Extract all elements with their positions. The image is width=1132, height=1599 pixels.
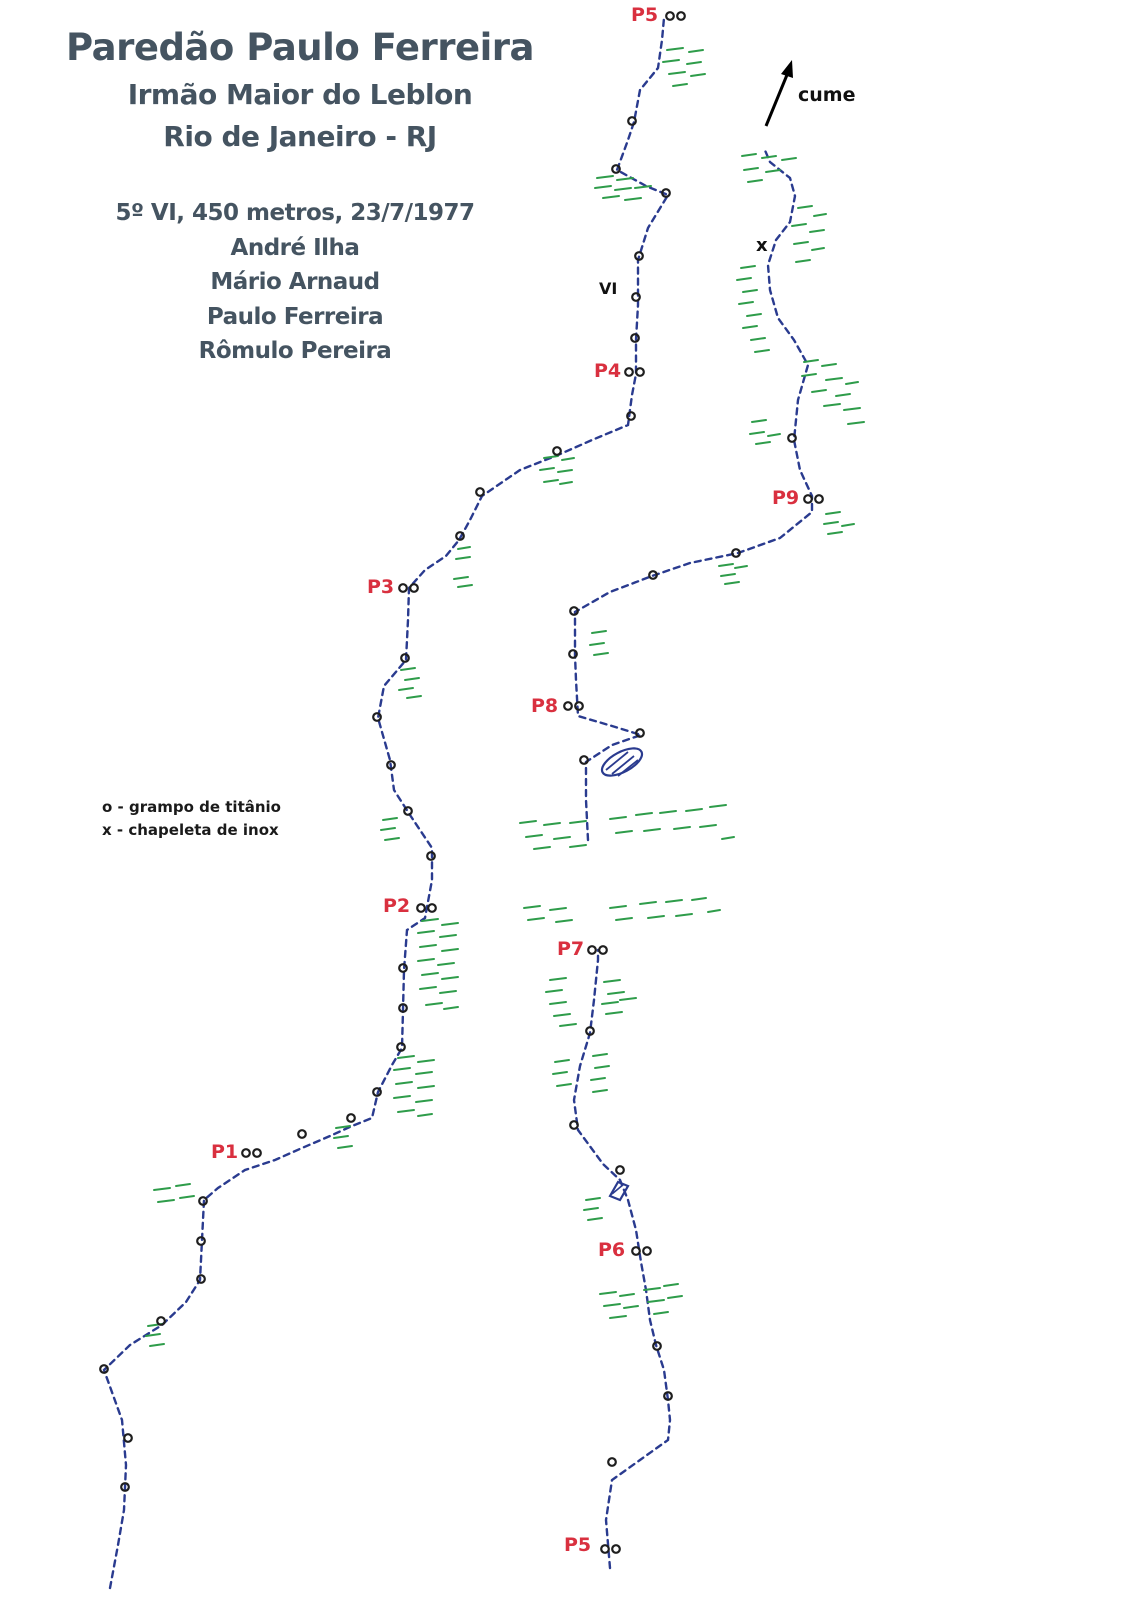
belay-label-p8: P8 [531, 695, 559, 717]
climber-name: Rômulo Pereira [198, 338, 392, 364]
belay-label-p3: P3 [367, 576, 395, 598]
legend [102, 796, 281, 842]
grade-length-date: 5º VI, 450 metros, 23/7/1977 [115, 200, 475, 226]
summit-arrow [766, 60, 793, 126]
climber-name: André Ilha [230, 234, 360, 261]
legend-bolt: o - grampo de titânio [102, 798, 281, 816]
bolts-right-route [569, 434, 796, 1466]
belay-label-p6: P6 [598, 1239, 626, 1261]
route-info [95, 196, 495, 369]
belay-label-p5-top: P5 [631, 4, 659, 26]
city-subtitle: Rio de Janeiro - RJ [163, 120, 437, 153]
legend-hanger: x - chapeleta de inox [102, 821, 279, 839]
climber-name: Mário Arnaud [210, 269, 380, 295]
belay-label-p2: P2 [383, 895, 411, 917]
route-title: Paredão Paulo Ferreira [66, 26, 534, 69]
rock-feature-lower [610, 1182, 628, 1200]
summit-label: cume [798, 84, 856, 106]
belay-label-p9: P9 [772, 487, 800, 509]
hanger-mark: x [756, 235, 768, 256]
location-subtitle: Irmão Maior do Leblon [127, 78, 473, 111]
grade-label-vi: VI [599, 279, 618, 298]
belay-label-p7: P7 [557, 938, 585, 960]
title-block [50, 22, 550, 158]
belay-label-p5-bottom: P5 [564, 1534, 592, 1556]
climber-name: Paulo Ferreira [206, 303, 384, 330]
belay-label-p1: P1 [211, 1141, 239, 1163]
belay-label-p4: P4 [594, 360, 622, 382]
